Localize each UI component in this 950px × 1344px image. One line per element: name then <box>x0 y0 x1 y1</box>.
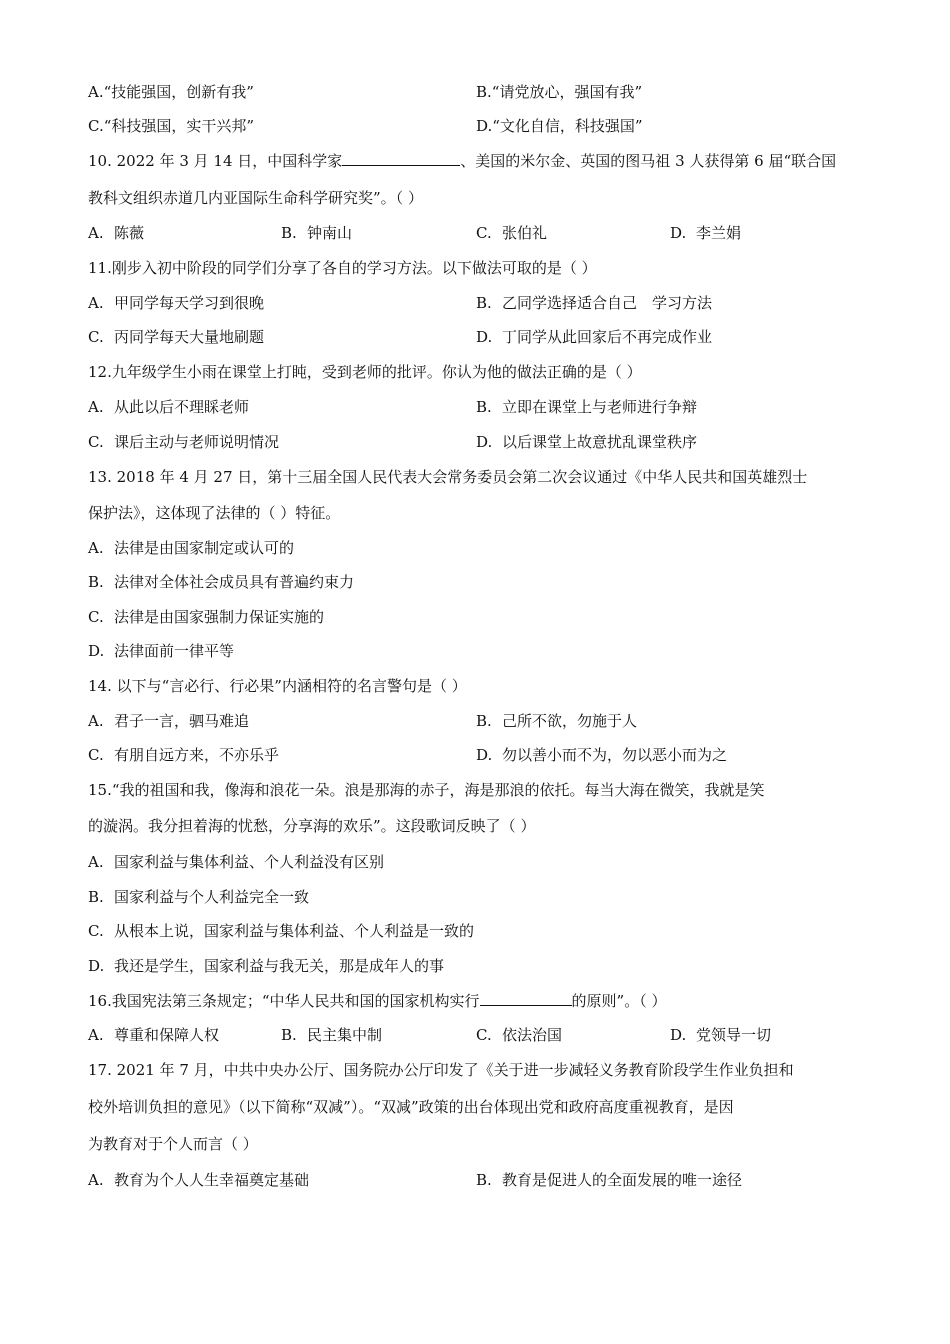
option-label: B. <box>281 224 297 242</box>
q10-option-c <box>476 223 547 243</box>
option-text: 国家利益与集体利益、个人利益没有区别 <box>114 853 385 871</box>
q16-option-a <box>88 1025 219 1045</box>
option-label: D. <box>476 746 493 764</box>
option-text: 尊重和保障人权 <box>114 1026 220 1044</box>
option-label: B. <box>476 83 492 101</box>
q14-option-a <box>88 711 249 731</box>
option-label: C. <box>88 608 104 626</box>
q10-stem-line1 <box>88 151 836 171</box>
q15-stem-line1 <box>88 780 765 800</box>
option-label: B. <box>476 1171 492 1189</box>
q16-stem <box>88 991 666 1011</box>
option-text: 依法治国 <box>502 1026 563 1044</box>
question-text: 的原则”。（ ） <box>571 992 667 1010</box>
option-label: B. <box>88 573 104 591</box>
option-text: 甲同学每天学习到很晚 <box>114 294 265 312</box>
option-text: 以后课堂上故意扰乱课堂秩序 <box>502 433 698 451</box>
q16-option-b <box>281 1025 382 1045</box>
question-number: 17. <box>88 1061 112 1079</box>
answer-blank <box>342 151 460 166</box>
option-label: A. <box>88 83 104 101</box>
option-text: 从根本上说，国家利益与集体利益、个人利益是一致的 <box>114 922 475 940</box>
option-label: D. <box>88 957 105 975</box>
q13-option-a <box>88 538 294 558</box>
q13-option-c <box>88 607 324 627</box>
q15-option-d <box>88 956 444 976</box>
q17-option-b <box>476 1170 742 1190</box>
q15-option-b <box>88 887 309 907</box>
q10-option-b <box>281 223 352 243</box>
question-number: 12. <box>88 363 112 381</box>
answer-blank <box>480 991 572 1006</box>
option-label: A. <box>88 1171 104 1189</box>
option-label: C. <box>88 433 104 451</box>
question-text: 以下与“言必行、行必果”内涵相符的名言警句是（ ） <box>116 677 467 695</box>
option-label: D. <box>476 433 493 451</box>
option-label: C. <box>88 328 104 346</box>
option-label: B. <box>88 888 104 906</box>
option-label: C. <box>88 746 104 764</box>
option-text: 勿以善小而不为，勿以恶小而为之 <box>502 746 728 764</box>
question-text: 九年级学生小雨在课堂上打盹，受到老师的批评。你认为他的做法正确的是（ ） <box>111 363 642 381</box>
q10-option-d <box>670 223 741 243</box>
q11-stem <box>88 258 597 278</box>
q13-stem-line2: 保护法》，这体现了法律的（ ）特征。 <box>88 504 341 522</box>
q11-option-c <box>88 327 264 347</box>
q16-option-c <box>476 1025 562 1045</box>
q11-option-d <box>476 327 712 347</box>
q9-option-d <box>476 116 643 136</box>
q12-option-b <box>476 397 697 417</box>
option-label: B. <box>476 398 492 416</box>
q13-option-b <box>88 572 354 592</box>
option-label: C. <box>476 224 492 242</box>
question-text: 2021 年 7 月，中共中央办公厅、国务院办公厅印发了《关于进一步减轻义务教育阶段学生作业负担和 <box>116 1061 794 1079</box>
question-number: 16. <box>88 992 112 1010</box>
option-text: “文化自信，科技强国” <box>492 117 643 135</box>
q11-option-a <box>88 293 264 313</box>
q12-stem <box>88 362 642 382</box>
q10-option-a <box>88 223 144 243</box>
q10-stem-line2: 教科文组织赤道几内亚国际生命科学研究奖”。（ ） <box>88 189 423 207</box>
option-text: 国家利益与个人利益完全一致 <box>114 888 310 906</box>
q13-option-d <box>88 641 234 661</box>
question-number: 15. <box>88 781 112 799</box>
q17-stem-line3: 为教育对于个人而言（ ） <box>88 1135 258 1153</box>
option-text: 君子一言，驷马难追 <box>114 712 250 730</box>
q15-stem-line2: 的漩涡。我分担着海的忧愁，分享海的欢乐”。这段歌词反映了（ ） <box>88 817 536 835</box>
option-label: A. <box>88 853 104 871</box>
q15-option-a <box>88 852 384 872</box>
option-label: A. <box>88 294 104 312</box>
q12-option-a <box>88 397 249 417</box>
option-text: “请党放心，强国有我” <box>491 83 643 101</box>
q15-option-c <box>88 921 474 941</box>
q16-option-d <box>670 1025 771 1045</box>
q12-option-d <box>476 432 697 452</box>
q17-stem-line1 <box>88 1060 794 1080</box>
question-number: 14. <box>88 677 112 695</box>
option-text: 钟南山 <box>307 224 353 242</box>
option-label: A. <box>88 398 104 416</box>
option-label: A. <box>88 1026 104 1044</box>
option-label: D. <box>670 1026 687 1044</box>
option-text: 法律是由国家制定或认可的 <box>114 539 295 557</box>
q9-option-b <box>476 82 642 102</box>
option-label: B. <box>281 1026 297 1044</box>
option-label: B. <box>476 712 492 730</box>
option-label: C. <box>476 1026 492 1044</box>
option-text: 法律是由国家强制力保证实施的 <box>114 608 325 626</box>
question-text: 刚步入初中阶段的同学们分享了各自的学习方法。以下做法可取的是（ ） <box>111 259 597 277</box>
q14-option-b <box>476 711 637 731</box>
question-number: 13. <box>88 468 112 486</box>
option-label: A. <box>88 712 104 730</box>
option-text: “技能强国，创新有我” <box>103 83 254 101</box>
option-text: 丁同学从此回家后不再完成作业 <box>502 328 713 346</box>
option-text: 法律对全体社会成员具有普遍约束力 <box>114 573 355 591</box>
option-label: D. <box>476 117 493 135</box>
q9-option-a <box>88 82 254 102</box>
q14-stem <box>88 676 467 696</box>
option-text: 己所不欲，勿施于人 <box>502 712 638 730</box>
option-text: 从此以后不理睬老师 <box>114 398 250 416</box>
q14-option-d <box>476 745 727 765</box>
question-text: 、美国的米尔金、英国的图马祖 3 人获得第 6 届“联合国 <box>460 152 837 170</box>
option-label: B. <box>476 294 492 312</box>
option-label: D. <box>88 642 105 660</box>
q17-stem-line2: 校外培训负担的意见》（以下简称“双减”）。“双减”政策的出台体现出党和政府高度重视教育，是因 <box>88 1098 734 1116</box>
question-text: 2018 年 4 月 27 日，第十三届全国人民代表大会常务委员会第二次会议通过《中华人民共和国英雄烈士 <box>116 468 808 486</box>
question-number: 10. <box>88 152 112 170</box>
option-text: “科技强国，实干兴邦” <box>103 117 255 135</box>
option-label: A. <box>88 224 104 242</box>
q9-option-c <box>88 116 254 136</box>
option-text: 教育为个人人生幸福奠定基础 <box>114 1171 310 1189</box>
option-text: 法律面前一律平等 <box>114 642 235 660</box>
option-label: C. <box>88 117 104 135</box>
option-text: 党领导一切 <box>696 1026 772 1044</box>
q14-option-c <box>88 745 279 765</box>
q13-stem-line1 <box>88 467 807 487</box>
option-label: A. <box>88 539 104 557</box>
option-label: D. <box>670 224 687 242</box>
option-label: C. <box>88 922 104 940</box>
question-text: “我的祖国和我，像海和浪花一朵。浪是那海的赤子，海是那浪的依托。每当大海在微笑，我就是笑 <box>111 781 765 799</box>
option-text: 李兰娟 <box>696 224 742 242</box>
option-text: 乙同学选择适合自己 学习方法 <box>502 294 713 312</box>
option-text: 立即在课堂上与老师进行争辩 <box>502 398 698 416</box>
option-text: 张伯礼 <box>502 224 548 242</box>
option-label: D. <box>476 328 493 346</box>
option-text: 我还是学生，国家利益与我无关，那是成年人的事 <box>114 957 445 975</box>
option-text: 民主集中制 <box>307 1026 383 1044</box>
option-text: 丙同学每天大量地刷题 <box>114 328 265 346</box>
q11-option-b <box>476 293 712 313</box>
q17-option-a <box>88 1170 309 1190</box>
question-text: 我国宪法第三条规定；“中华人民共和国的国家机构实行 <box>111 992 480 1010</box>
option-text: 课后主动与老师说明情况 <box>114 433 280 451</box>
option-text: 陈薇 <box>114 224 145 242</box>
question-text: 2022 年 3 月 14 日，中国科学家 <box>116 152 343 170</box>
option-text: 有朋自远方来，不亦乐乎 <box>114 746 280 764</box>
question-number: 11. <box>88 259 112 277</box>
option-text: 教育是促进人的全面发展的唯一途径 <box>502 1171 743 1189</box>
q12-option-c <box>88 432 279 452</box>
